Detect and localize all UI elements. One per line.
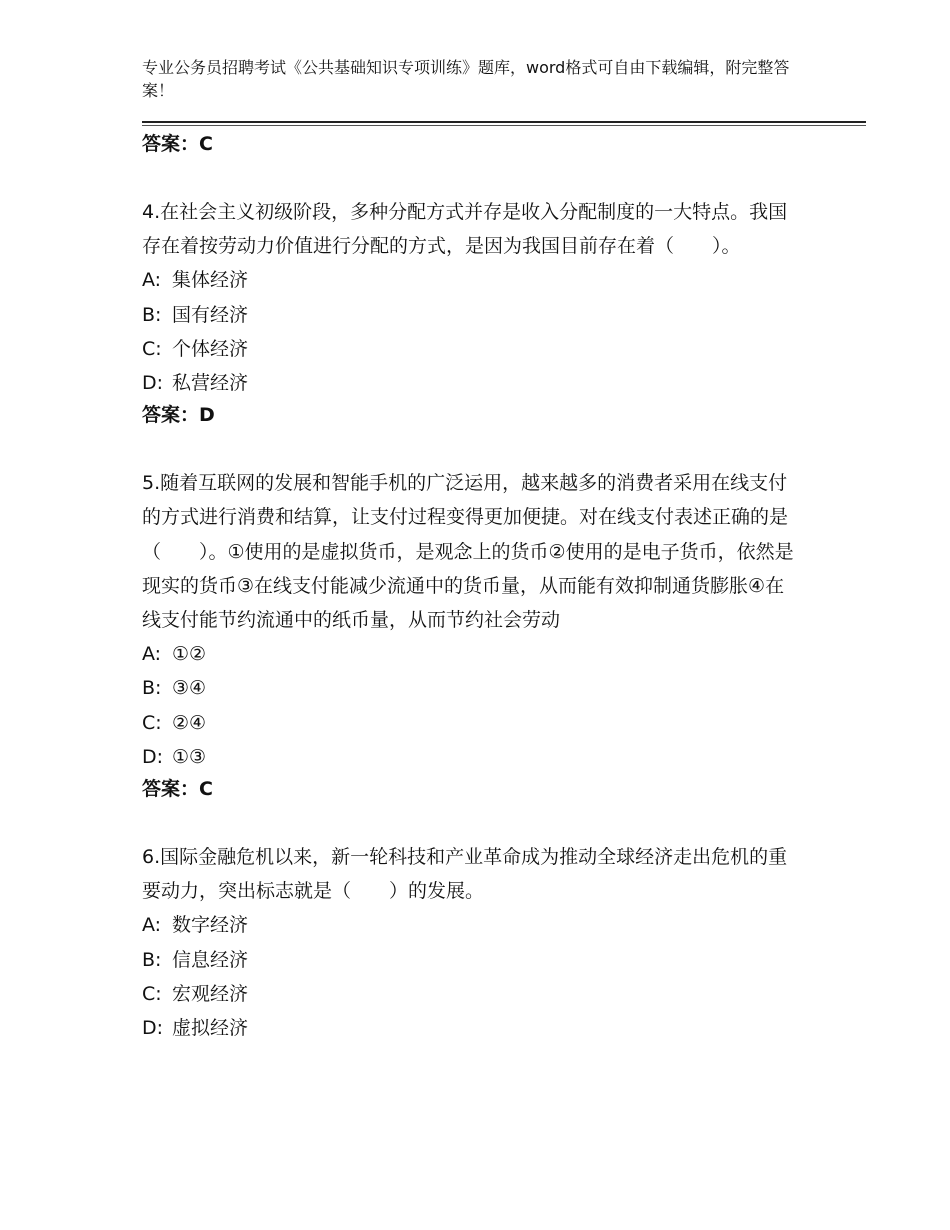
option-letter: D: <box>142 745 164 768</box>
answer-label: 答案：C <box>142 133 213 155</box>
option-d <box>142 1011 802 1045</box>
option-text: 虚拟经济 <box>172 1016 249 1039</box>
option-c <box>142 706 802 740</box>
option-text: 国有经济 <box>172 303 249 326</box>
question-block <box>142 195 802 430</box>
option-text: 个体经济 <box>172 337 249 360</box>
question-block <box>142 466 802 804</box>
answer-label: 答案：D <box>142 404 215 427</box>
header-divider-thick <box>142 121 866 123</box>
option-text: 私营经济 <box>172 371 249 394</box>
option-letter: A: <box>142 643 162 666</box>
option-c <box>142 977 802 1011</box>
option-letter: B: <box>142 677 162 700</box>
option-text: ③④ <box>172 677 207 700</box>
question-stem: 4.在社会主义初级阶段，多种分配方式并存是收入分配制度的一大特点。我国存在着按劳动力价值进行分配的方式，是因为我国目前存在着（ ）。 <box>142 201 788 258</box>
option-text: 集体经济 <box>172 269 249 292</box>
option-c <box>142 332 802 366</box>
document-header: 专业公务员招聘考试《公共基础知识专项训练》题库，word格式可自由下载编辑，附完整答案！ <box>142 58 790 100</box>
option-a <box>142 263 802 297</box>
answer-label: 答案：C <box>142 777 213 800</box>
option-a <box>142 908 802 942</box>
option-letter: B: <box>142 303 162 326</box>
header-divider-thin <box>142 125 866 126</box>
option-letter: D: <box>142 371 164 394</box>
option-d <box>142 366 802 400</box>
option-letter: D: <box>142 1016 164 1039</box>
option-text: ②④ <box>172 711 207 734</box>
question-stem: 6.国际金融危机以来，新一轮科技和产业革命成为推动全球经济走出危机的重要动力，突出标志就是（ ）的发展。 <box>142 845 788 903</box>
question-list <box>142 129 802 1045</box>
question-block <box>142 840 802 1045</box>
option-letter: A: <box>142 269 162 292</box>
option-a <box>142 637 802 671</box>
option-b <box>142 298 802 332</box>
option-text: ①② <box>172 643 207 666</box>
option-letter: C: <box>142 982 162 1005</box>
option-letter: C: <box>142 711 162 734</box>
option-letter: B: <box>142 948 162 971</box>
option-d <box>142 740 802 774</box>
option-text: 信息经济 <box>172 948 249 971</box>
option-text: 宏观经济 <box>172 982 249 1005</box>
option-b <box>142 943 802 977</box>
option-text: ①③ <box>172 745 207 768</box>
option-letter: C: <box>142 337 162 360</box>
question-stem: 5.随着互联网的发展和智能手机的广泛运用，越来越多的消费者采用在线支付的方式进行消费和结算，让支付过程变得更加便捷。对在线支付表述正确的是（ ）。①使用的是虚拟货币，是观念上的货币②使用的是电子货币，依然是现实的货币③在线支付能减少流通中的货币量，从而能有效抑制通货膨胀④在线支付能节约流通中的纸币量，从而节约社会劳动 <box>142 472 794 631</box>
option-b <box>142 671 802 705</box>
option-text: 数字经济 <box>172 914 249 937</box>
option-letter: A: <box>142 914 162 937</box>
